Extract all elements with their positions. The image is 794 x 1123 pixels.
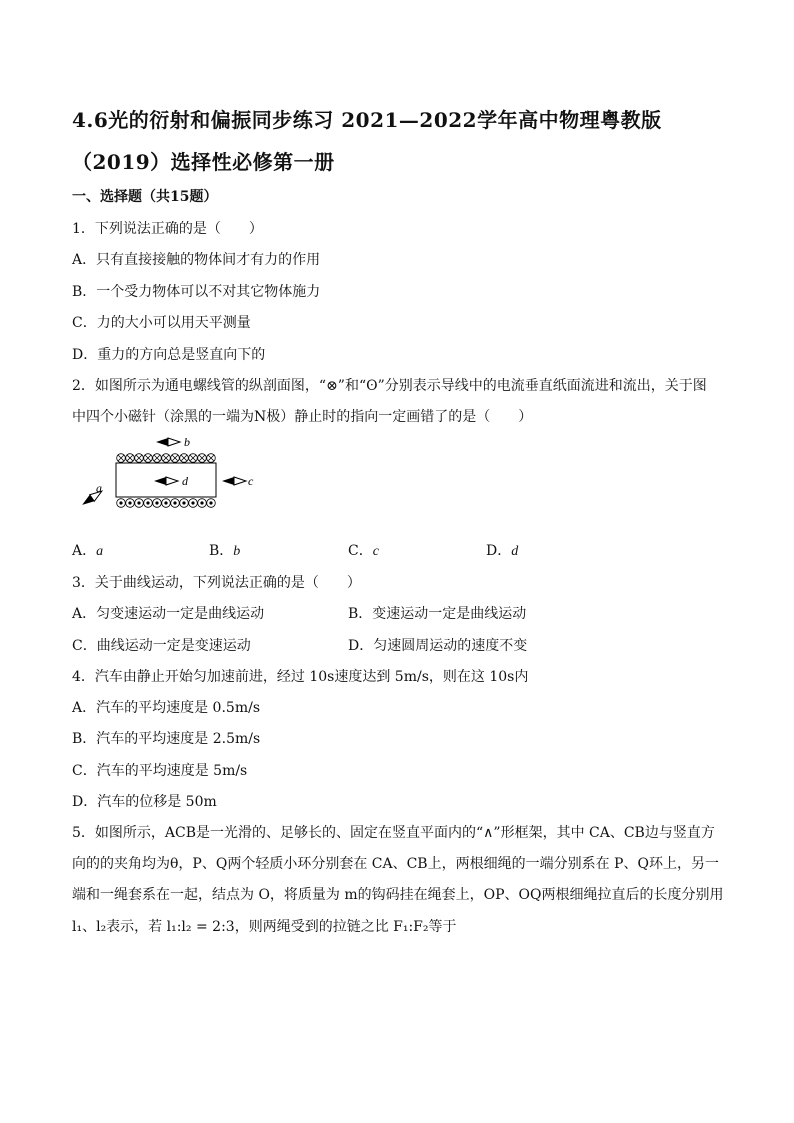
section-heading: 一、选择题（共15题） [72,189,218,205]
q2-option-d [486,540,518,560]
label-b: b [184,435,190,449]
q5-line1: 5．如图所示，ACB是一光滑的、足够长的、固定在竖直平面内的“∧”形框架，其中 CA、CB边与竖直方 [72,825,715,841]
q2-option-b-prefix: B． [209,543,234,559]
q5-line4: l₁、l₂表示，若 l₁:l₂ = 2:3，则两绳受到的拉链之比 F₁:F₂等于 [72,919,457,935]
label-c: c [248,474,254,488]
q1-option-c: C．力的大小可以用天平测量 [72,315,251,331]
q2-option-a [72,540,103,560]
q1-option-d: D．重力的方向总是竖直向下的 [72,347,266,363]
q4-stem: 4．汽车由静止开始匀加速前进，经过 10s速度达到 5m/s，则在这 10s内 [72,669,529,685]
needle-c [222,474,254,488]
top-row-into-page [117,454,216,463]
q2-option-b [209,540,240,560]
bottom-row-out-of-page [117,499,216,508]
q1-stem: 1．下列说法正确的是（ ） [72,221,263,237]
document-title-line1: 4.6光的衍射和偏振同步练习 2021—2022学年高中物理粤教版 [72,108,662,132]
q3-option-c: C．曲线运动一定是变速运动 [72,638,251,654]
q2-stem-line1: 2．如图所示为通电螺线管的纵剖面图，“⊗”和“ʘ”分别表示导线中的电流垂直纸面流进和流出，关于图 [72,378,707,394]
q2-option-a-value: a [96,544,104,559]
q2-option-a-prefix: A． [72,543,97,559]
q3-option-b: B．变速运动一定是曲线运动 [348,606,527,622]
q5-line2: 向的的夹角均为θ，P、Q两个轻质小环分别套在 CA、CB上，两根细绳的一端分别系在 P、Q环上，另一 [72,856,719,872]
q4-option-c: C．汽车的平均速度是 5m/s [72,763,248,779]
q2-option-c-value: c [372,544,379,559]
q3-stem: 3．关于曲线运动，下列说法正确的是（ ） [72,575,361,591]
label-d: d [182,474,188,488]
q2-option-d-prefix: D． [486,543,512,559]
q2-option-c-prefix: C． [348,543,373,559]
document-title-line2: （2019）选择性必修第一册 [72,150,335,174]
q5-line3: 端和一绳套系在一起，结点为 O，将质量为 m的钩码挂在绳套上，OP、OQ两根细绳拉直后的长度分别用 [72,887,724,903]
needle-b [156,435,190,449]
q4-option-a: A．汽车的平均速度是 0.5m/s [72,700,261,716]
q4-option-b: B．汽车的平均速度是 2.5m/s [72,731,261,747]
q3-option-d: D．匀速圆周运动的速度不变 [348,638,528,654]
label-a: a [96,481,102,495]
q2-option-c [348,540,379,560]
q1-option-a: A．只有直接接触的物体间才有力的作用 [72,252,321,268]
q2-option-b-value: b [233,544,241,559]
q3-option-a: A．匀变速运动一定是曲线运动 [72,606,265,622]
q1-option-b: B．一个受力物体可以不对其它物体施力 [72,284,321,300]
q4-option-d: D．汽车的位移是 50m [72,794,217,810]
q2-stem-line2: 中四个小磁针（涂黑的一端为N极）静止时的指向一定画错了的是（ ） [72,409,533,425]
q2-option-d-value: d [511,544,519,559]
solenoid-diagram [76,432,276,518]
